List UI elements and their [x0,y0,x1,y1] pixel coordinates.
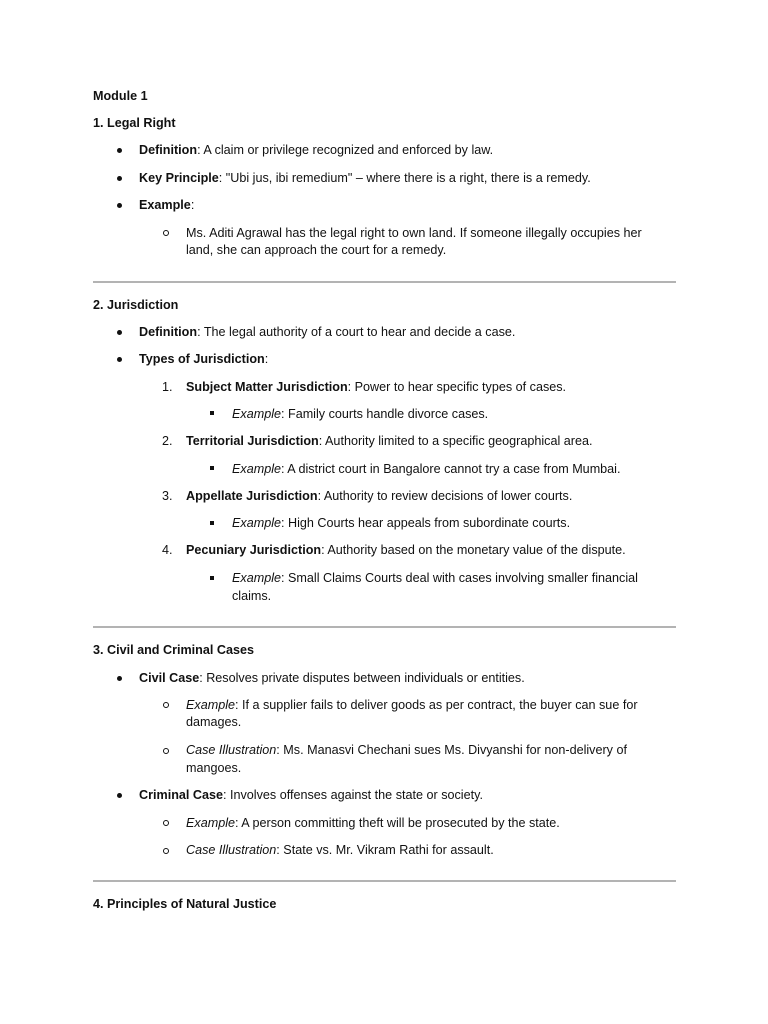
bullet-disc [117,176,122,181]
section-divider [93,626,676,628]
s2-definition: Definition: The legal authority of a court to hear and decide a case. [139,325,516,339]
bullet-square [210,576,214,580]
jurisdiction-example: Example: Small Claims Courts deal with cases involving smaller financial [232,571,638,585]
bullet-circle [163,702,169,708]
section-4-heading: 4. Principles of Natural Justice [93,897,277,911]
s2-types-label: Types of Jurisdiction: [139,352,269,366]
s3-civil-example-line2: damages. [186,715,242,729]
jurisdiction-example-cont: claims. [232,589,272,603]
bullet-square [210,521,214,525]
jurisdiction-type: Territorial Jurisdiction: Authority limited to a specific geographical area. [186,434,593,448]
section-2-heading: 2. Jurisdiction [93,298,179,312]
bullet-circle [163,748,169,754]
section-1-heading: 1. Legal Right [93,116,176,130]
jurisdiction-type: Appellate Jurisdiction: Authority to review decisions of lower courts. [186,489,573,503]
bullet-square [210,466,214,470]
bullet-disc [117,793,122,798]
s1-example-line2: land, she can approach the court for a remedy. [186,243,447,257]
list-number: 4. [162,543,173,557]
bullet-disc [117,330,122,335]
list-number: 1. [162,380,173,394]
jurisdiction-example: Example: A district court in Bangalore cannot try a case from Mumbai. [232,462,621,476]
bullet-disc [117,148,122,153]
s3-criminal-case: Criminal Case: Involves offenses against the state or society. [139,788,483,802]
module-title: Module 1 [93,89,148,103]
section-divider [93,880,676,882]
jurisdiction-type: Subject Matter Jurisdiction: Power to hear specific types of cases. [186,380,567,394]
bullet-circle [163,848,169,854]
s3-criminal-example: Example: A person committing theft will be prosecuted by the state. [186,816,560,830]
section-divider [93,281,676,283]
s1-definition: Definition: A claim or privilege recognized and enforced by law. [139,143,494,157]
s3-civil-illustration-line2: mangoes. [186,761,242,775]
jurisdiction-example: Example: Family courts handle divorce cases. [232,407,489,421]
jurisdiction-example: Example: High Courts hear appeals from subordinate courts. [232,516,571,530]
s3-civil-example-line1: Example: If a supplier fails to deliver goods as per contract, the buyer can sue for [186,698,638,712]
s3-civil-case: Civil Case: Resolves private disputes between individuals or entities. [139,671,525,685]
list-number: 2. [162,434,173,448]
s3-criminal-illustration: Case Illustration: State vs. Mr. Vikram Rathi for assault. [186,843,494,857]
bullet-circle [163,820,169,826]
bullet-disc [117,203,122,208]
bullet-circle [163,230,169,236]
bullet-disc [117,676,122,681]
bullet-disc [117,357,122,362]
list-number: 3. [162,489,173,503]
bullet-square [210,411,214,415]
section-3-heading: 3. Civil and Criminal Cases [93,643,254,657]
s1-example-line1: Ms. Aditi Agrawal has the legal right to own land. If someone illegally occupies her [186,226,642,240]
s3-civil-illustration-line1: Case Illustration: Ms. Manasvi Chechani sues Ms. Divyanshi for non-delivery of [186,743,627,757]
s1-key-principle: Key Principle: "Ubi jus, ibi remedium" – where there is a right, there is a remedy. [139,171,591,185]
jurisdiction-type: Pecuniary Jurisdiction: Authority based on the monetary value of the dispute. [186,543,626,557]
s1-example-label: Example: [139,198,195,212]
